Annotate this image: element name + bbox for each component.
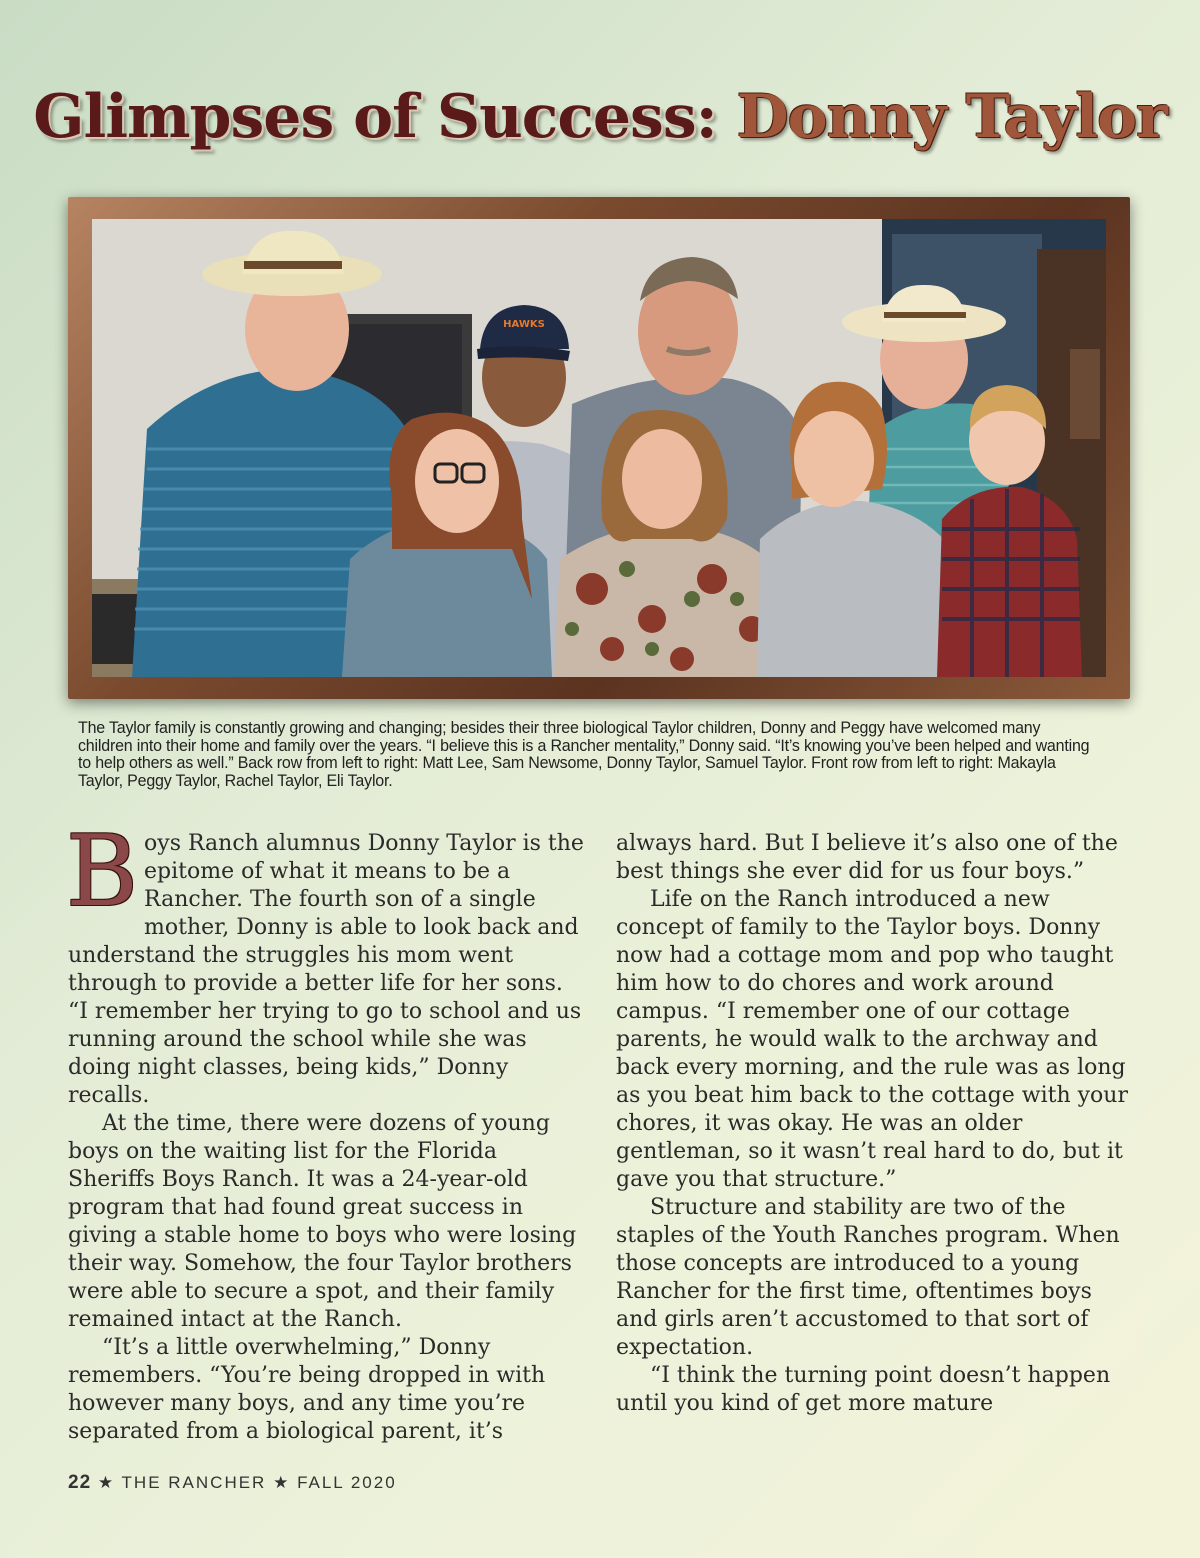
article-paragraph: “It’s a little overwhelming,” Donny remembers. “You’re being dropped in with however many boys, and any time you’re separated from a biological parent, it’s (68, 1335, 546, 1444)
photo-caption: The Taylor family is constantly growing and changing; besides their three biological Taylor children, Donny and Peggy have welcomed many children into their home and family over the years. “I believe this is a Rancher mentality,” Donny said. “It’s knowing you’ve been helped and wanting to help others as well.” Back row from left to right: Matt Lee, Sam Newsome, Donny Taylor, Samuel Taylor. Front row from left to right: Makayla Taylor, Peggy Taylor, Rachel Taylor, Eli Taylor. (78, 719, 1090, 790)
issue-label: FALL 2020 (297, 1473, 397, 1492)
star-icon: ★ (97, 1473, 116, 1492)
title-part-1: Glimpses of Success: (33, 82, 717, 152)
page-number: 22 (68, 1472, 92, 1493)
article-paragraph: Structure and stability are two of the staples of the Youth Ranches program. When those concepts are introduced to a young Rancher for the first time, oftentimes boys and girls aren’t accustomed to that sort of expectation. (616, 1195, 1120, 1360)
drop-cap: B (66, 815, 139, 929)
page-footer (68, 1472, 397, 1494)
article-paragraph: Life on the Ranch introduced a new concept of family to the Taylor boys. Donny now had a cottage mom and pop who taught him how to do chores and work around campus. “I remember one of our cottage parents, he would walk to the archway and back every morning, and the rule was as long as you beat him back to the cottage with your chores, it was okay. He was an older gentleman, so it wasn’t real hard to do, but it gave you that structure.” (616, 887, 1128, 1192)
cap-logo-text: HAWKS (503, 319, 545, 330)
article-paragraph: oys Ranch alumnus Donny Taylor is the epitome of what it means to be a Rancher. The fourth son of a single mother, Donny is able to look back and understand the struggles his mom went through to provide a better life for her sons. “I remember her trying to go to school and us running around the school while she was doing night classes, being kids,” Donny recalls. (68, 831, 584, 1108)
article-paragraph: “I think the turning point doesn’t happen until you kind of get more mature (616, 1363, 1111, 1416)
page-title (0, 82, 1200, 152)
article-paragraph: always hard. But I believe it’s also one of the best things she ever did for us four boys.” (616, 831, 1118, 884)
title-part-2: Donny Taylor (736, 82, 1167, 152)
article-column-left (66, 815, 584, 1446)
family-photo (92, 219, 1106, 677)
article-column-right (616, 830, 1136, 1418)
star-icon: ★ (273, 1473, 291, 1492)
article-paragraph: At the time, there were dozens of young boys on the waiting list for the Florida Sheriffs Boys Ranch. It was a 24-year-old program that had found great success in giving a stable home to boys who were losing their way. Somehow, the four Taylor brothers were able to secure a spot, and their family remained intact at the Ranch. (68, 1111, 577, 1332)
publication-name: THE RANCHER (121, 1473, 267, 1492)
